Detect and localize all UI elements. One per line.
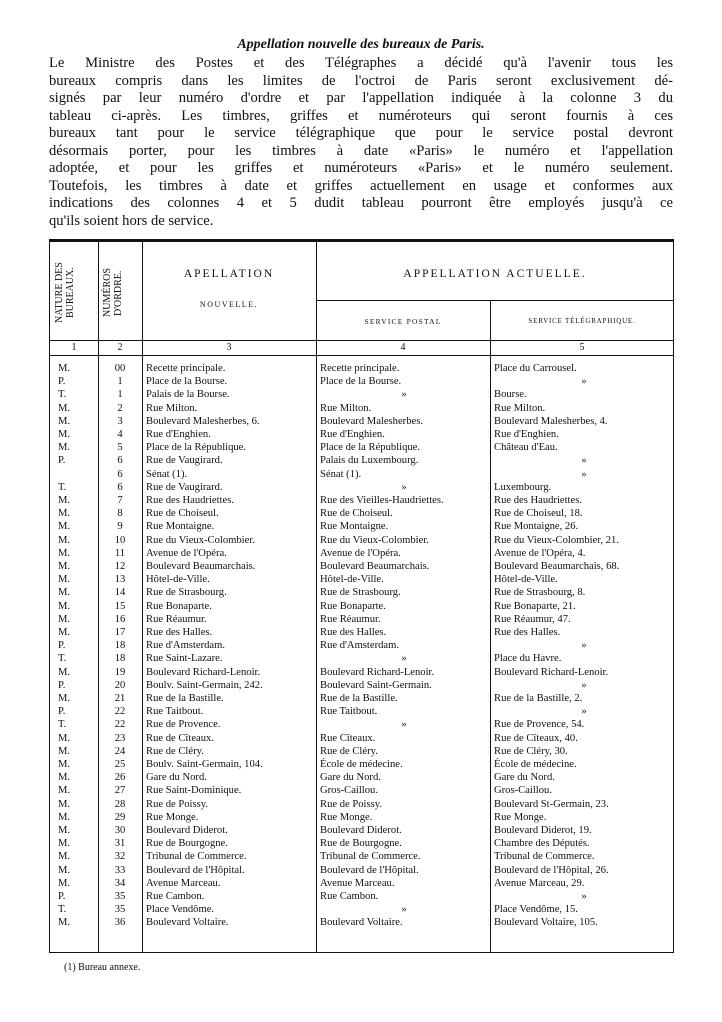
table-row — [50, 718, 673, 731]
cell-nouvelle: Tribunal de Commerce. — [146, 851, 247, 863]
cell-postal: Rue Réaumur. — [320, 613, 381, 625]
cell-postal: Rue de Cléry. — [320, 745, 378, 757]
cell-nouvelle: Rue de Provence. — [146, 719, 221, 731]
table-row — [50, 732, 673, 745]
cell-numero: 4 — [117, 429, 123, 440]
cell-numero: 33 — [114, 864, 126, 876]
cell-postal: Rue Bonaparte. — [320, 600, 386, 612]
cell-telegraphique: Rue de Provence, 54. — [494, 719, 585, 731]
cell-nouvelle: Boulevard Beaumarchais. — [146, 561, 256, 572]
cell-telegraphique: Rue des Haudriettes. — [494, 495, 582, 506]
cell-nouvelle: Rue Bonaparte. — [146, 600, 212, 612]
header-postal: SERVICE POSTAL — [364, 317, 442, 326]
intro-line: bureaux tant pour le service télégraphique que pour le service postal devront — [49, 125, 673, 141]
cell-nouvelle: Rue de Vaugirard. — [146, 455, 223, 467]
cell-nouvelle: Boulevard Voltaire. — [146, 917, 229, 929]
cell-nature: M. — [58, 429, 71, 440]
table-row — [50, 481, 673, 494]
cell-postal: Boulevard Malesherbes. — [320, 415, 423, 427]
cell-postal: Rue des Halles. — [320, 627, 387, 638]
table-row — [50, 534, 673, 547]
cell-postal: Rue du Vieux-Colombier. — [320, 534, 429, 546]
cell-nature: P. — [58, 376, 66, 388]
cell-telegraphique: Rue Monge. — [494, 811, 547, 823]
cell-numero: 3 — [117, 415, 123, 427]
cell-numero: 22 — [114, 706, 126, 718]
cell-nouvelle: Rue des Haudriettes. — [146, 495, 234, 506]
cell-nouvelle: Boulv. Saint-Germain, 104. — [146, 759, 263, 770]
table-row — [50, 375, 673, 388]
header-rule — [316, 300, 673, 301]
cell-telegraphique: » — [581, 706, 587, 718]
cell-nouvelle: Place de la Bourse. — [146, 376, 228, 388]
cell-telegraphique: Rue de Strasbourg, 8. — [494, 587, 586, 599]
cell-nouvelle: Gare du Nord. — [146, 772, 207, 784]
cell-postal: École de médecine. — [320, 759, 403, 770]
cell-nouvelle: Avenue de l'Opéra. — [146, 547, 227, 559]
cell-nature: M. — [58, 561, 71, 572]
cell-numero: 10 — [114, 534, 126, 546]
table-row — [50, 837, 673, 850]
cell-nature: M. — [58, 666, 71, 678]
cell-postal: Rue Monge. — [320, 811, 373, 823]
cell-postal: Palais du Luxembourg. — [320, 455, 419, 467]
header-apellation: APELLATION — [183, 268, 275, 280]
table-row — [50, 903, 673, 916]
cell-numero: 2 — [117, 402, 123, 414]
cell-numero: 18 — [114, 640, 126, 652]
table-row — [50, 560, 673, 573]
cell-postal: Avenue Marceau. — [320, 877, 395, 889]
cell-nature: T. — [58, 481, 67, 493]
cell-nouvelle: Rue de Bourgogne. — [146, 838, 228, 850]
table-row — [50, 692, 673, 705]
cell-postal: Recette principale. — [320, 363, 400, 374]
cell-numero: 8 — [117, 508, 123, 520]
cell-numero: 17 — [114, 627, 126, 638]
cell-nouvelle: Rue de Strasbourg. — [146, 587, 227, 599]
intro-line: désormais porter, pour les timbres à date «Paris» le numéro et l'appellation — [49, 142, 673, 159]
intro-line: qu'ils soient hors de service. — [49, 212, 214, 229]
cell-nature: M. — [58, 772, 71, 784]
cell-nouvelle: Rue Saint-Dominique. — [146, 785, 242, 797]
cell-telegraphique: Rue de la Bastille, 2. — [494, 693, 583, 704]
cell-numero: 32 — [114, 851, 126, 863]
col-number: 1 — [71, 342, 77, 353]
cell-numero: 7 — [117, 495, 123, 506]
intro-line: tableau ci-après. Les timbres, griffes et numéroteurs qui seront fournis à ces — [49, 107, 673, 124]
table-row — [50, 784, 673, 797]
cell-numero: 11 — [114, 547, 126, 559]
header-rule — [50, 340, 673, 341]
footnote: (1) Bureau annexe. — [64, 962, 141, 973]
cell-nature: M. — [58, 495, 71, 506]
page-title: Appellation nouvelle des bureaux de Paris. — [237, 37, 485, 52]
cell-postal: » — [401, 719, 407, 731]
cell-nouvelle: Rue Réaumur. — [146, 613, 207, 625]
cell-postal: Rue de Strasbourg. — [320, 587, 401, 599]
cell-nature: T. — [58, 719, 67, 731]
table-row — [50, 415, 673, 428]
cell-telegraphique: Rue Montaigne, 26. — [494, 521, 579, 533]
cell-nouvelle: Boulv. Saint-Germain, 242. — [146, 679, 263, 691]
cell-nature: M. — [58, 759, 71, 770]
cell-nature: M. — [58, 534, 71, 546]
cell-nouvelle: Rue Saint-Lazare. — [146, 653, 223, 665]
table-row — [50, 824, 673, 837]
cell-nature: M. — [58, 574, 71, 586]
cell-nature: T. — [58, 904, 67, 916]
table-row — [50, 666, 673, 679]
cell-telegraphique: Chambre des Députés. — [494, 838, 590, 850]
cell-nouvelle: Rue d'Amsterdam. — [146, 640, 225, 652]
cell-telegraphique: » — [581, 679, 587, 691]
cell-telegraphique: Bourse. — [494, 389, 527, 401]
intro-line: Toutefois, les timbres à date et griffes actuellement en usage et conformes aux — [49, 177, 673, 194]
cell-numero: 21 — [114, 693, 126, 704]
cell-nature: T. — [58, 653, 67, 665]
table-row — [50, 428, 673, 441]
header-telegraphique: SERVICE TÉLÉGRAPHIQUE. — [528, 317, 636, 325]
cell-nature: M. — [58, 600, 71, 612]
cell-telegraphique: Rue Réaumur, 47. — [494, 613, 571, 625]
cell-nouvelle: Rue Taitbout. — [146, 706, 204, 718]
cell-nouvelle: Boulevard Richard-Lenoir. — [146, 666, 261, 678]
cell-telegraphique: Rue Bonaparte, 21. — [494, 600, 576, 612]
cell-numero: 36 — [114, 917, 126, 929]
table-row — [50, 652, 673, 665]
cell-nature: P. — [58, 640, 66, 652]
cell-numero: 24 — [114, 745, 126, 757]
cell-postal: Place de la Bourse. — [320, 376, 402, 388]
cell-telegraphique: Luxembourg. — [494, 481, 552, 493]
cell-numero: 12 — [114, 561, 126, 572]
cell-telegraphique: » — [581, 468, 587, 480]
cell-postal: Hôtel-de-Ville. — [320, 574, 384, 586]
col-number: 5 — [579, 342, 585, 353]
table-row — [50, 362, 673, 375]
cell-nature: M. — [58, 587, 71, 599]
table-row — [50, 639, 673, 652]
intro-line: Le Ministre des Postes et des Télégraphes a décidé qu'à l'avenir tous les — [49, 55, 673, 71]
cell-nouvelle: Rue Cambon. — [146, 891, 205, 902]
cell-telegraphique: Rue de Cléry, 30. — [494, 745, 568, 757]
table-row — [50, 916, 673, 929]
cell-nature: M. — [58, 732, 71, 744]
cell-nouvelle: Palais de la Bourse. — [146, 389, 230, 401]
table-row — [50, 758, 673, 771]
cell-nature: M. — [58, 363, 71, 374]
cell-numero: 35 — [114, 891, 126, 902]
cell-numero: 1 — [117, 389, 123, 401]
header-nature: NATURE DES BUREAUX. — [54, 262, 76, 324]
cell-numero: 16 — [114, 613, 126, 625]
cell-numero: 15 — [114, 600, 126, 612]
cell-nouvelle: Rue Montaigne. — [146, 521, 215, 533]
table-row — [50, 811, 673, 824]
cell-nouvelle: Rue Monge. — [146, 811, 199, 823]
cell-nouvelle: Rue de Cîteaux. — [146, 732, 214, 744]
cell-postal: Rue des Vieilles-Haudriettes. — [320, 495, 444, 506]
cell-postal: Rue Cîteaux. — [320, 732, 376, 744]
cell-nouvelle: Boulevard de l'Hôpital. — [146, 864, 245, 876]
cell-nature: P. — [58, 455, 66, 467]
cell-telegraphique: Rue du Vieux-Colombier, 21. — [494, 534, 619, 546]
cell-telegraphique: » — [581, 891, 587, 902]
cell-numero: 27 — [114, 785, 126, 797]
table-row — [50, 613, 673, 626]
cell-postal: Place de la République. — [320, 442, 421, 454]
cell-numero: 6 — [117, 468, 123, 480]
table-row — [50, 679, 673, 692]
cell-nature: T. — [58, 389, 67, 401]
cell-telegraphique: » — [581, 455, 587, 467]
cell-numero: 18 — [114, 653, 126, 665]
cell-telegraphique: Boulevard Richard-Lenoir. — [494, 666, 609, 678]
cell-nouvelle: Rue de Cléry. — [146, 745, 204, 757]
cell-telegraphique: Rue d'Enghien. — [494, 429, 559, 440]
cell-nouvelle: Rue des Halles. — [146, 627, 213, 638]
cell-nature: M. — [58, 521, 71, 533]
cell-postal: Sénat (1). — [320, 468, 362, 480]
cell-nouvelle: Rue Milton. — [146, 402, 198, 414]
cell-postal: Gros-Caillou. — [320, 785, 378, 797]
table-row — [50, 468, 673, 481]
cell-nature: M. — [58, 877, 71, 889]
cell-postal: Boulevard Saint-Germain. — [320, 679, 432, 691]
cell-numero: 9 — [117, 521, 123, 533]
cell-numero: 14 — [114, 587, 126, 599]
cell-postal: Tribunal de Commerce. — [320, 851, 421, 863]
cell-telegraphique: » — [581, 640, 587, 652]
table-row — [50, 850, 673, 863]
cell-postal: Avenue de l'Opéra. — [320, 547, 401, 559]
cell-numero: 00 — [114, 363, 126, 374]
cell-nature: M. — [58, 693, 71, 704]
cell-nature: M. — [58, 838, 71, 850]
cell-nouvelle: Sénat (1). — [146, 468, 188, 480]
cell-nature: M. — [58, 917, 71, 929]
cell-postal: Rue d'Enghien. — [320, 429, 385, 440]
cell-numero: 26 — [114, 772, 126, 784]
col-number: 2 — [117, 342, 123, 353]
cell-postal: » — [401, 481, 407, 493]
header-actuelle: APPELLATION ACTUELLE. — [403, 268, 587, 280]
cell-telegraphique: Château d'Eau. — [494, 442, 558, 454]
table-row — [50, 520, 673, 533]
cell-telegraphique: Hôtel-de-Ville. — [494, 574, 558, 586]
cell-postal: Boulevard Beaumarchais. — [320, 561, 430, 572]
cell-numero: 13 — [114, 574, 126, 586]
cell-postal: » — [401, 904, 407, 916]
cell-nature: M. — [58, 627, 71, 638]
cell-postal: Rue Milton. — [320, 402, 372, 414]
cell-numero: 6 — [117, 481, 123, 493]
cell-postal: Rue de Poissy. — [320, 798, 382, 810]
cell-telegraphique: Place du Havre. — [494, 653, 562, 665]
table-row — [50, 600, 673, 613]
cell-nouvelle: Rue d'Enghien. — [146, 429, 211, 440]
col-number: 3 — [226, 342, 232, 353]
cell-telegraphique: Tribunal de Commerce. — [494, 851, 595, 863]
cell-nature: M. — [58, 547, 71, 559]
cell-nature: M. — [58, 825, 71, 836]
cell-nature: M. — [58, 415, 71, 427]
cell-telegraphique: École de médecine. — [494, 759, 577, 770]
cell-numero: 5 — [117, 442, 123, 454]
table-row — [50, 877, 673, 890]
cell-postal: Rue de la Bastille. — [320, 693, 398, 704]
cell-numero: 6 — [117, 455, 123, 467]
table-row — [50, 388, 673, 401]
intro-line: signés par leur numéro d'ordre et par l'appellation indiquée à la colonne 3 du — [49, 90, 673, 106]
cell-numero: 25 — [114, 759, 126, 770]
cell-nature: M. — [58, 442, 71, 454]
cell-nature: P. — [58, 706, 66, 718]
cell-postal: Gare du Nord. — [320, 772, 381, 784]
cell-numero: 28 — [114, 798, 126, 810]
cell-nouvelle: Rue de la Bastille. — [146, 693, 224, 704]
cell-nouvelle: Boulevard Malesherbes, 6. — [146, 415, 260, 427]
cell-nature: P. — [58, 679, 66, 691]
table-row — [50, 771, 673, 784]
cell-nature: M. — [58, 745, 71, 757]
cell-nouvelle: Rue de Vaugirard. — [146, 481, 223, 493]
cell-telegraphique: Avenue de l'Opéra, 4. — [494, 547, 586, 559]
cell-postal: Rue de Choiseul. — [320, 508, 393, 520]
cell-nouvelle: Rue de Choiseul. — [146, 508, 219, 520]
intro-paragraph — [49, 55, 673, 230]
cell-nature: M. — [58, 508, 71, 520]
cell-telegraphique: Gros-Caillou. — [494, 785, 552, 797]
cell-nouvelle: Place de la République. — [146, 442, 247, 454]
table-row — [50, 798, 673, 811]
intro-line: bureaux compris dans les limites de l'octroi de Paris seront exclusivement dé- — [49, 72, 673, 89]
cell-nature: P. — [58, 891, 66, 902]
cell-numero: 22 — [114, 719, 126, 731]
cell-telegraphique: » — [581, 376, 587, 388]
table-row — [50, 454, 673, 467]
cell-telegraphique: Boulevard Beaumarchais, 68. — [494, 561, 620, 572]
cell-numero: 19 — [114, 666, 126, 678]
cell-postal: Rue d'Amsterdam. — [320, 640, 399, 652]
cell-numero: 23 — [114, 732, 126, 744]
col-number: 4 — [400, 342, 406, 353]
cell-telegraphique: Place du Carrousel. — [494, 363, 577, 374]
cell-telegraphique: Boulevard Voltaire, 105. — [494, 917, 598, 929]
header-nouvelle: NOUVELLE. — [199, 300, 259, 309]
cell-numero: 1 — [117, 376, 123, 388]
table-row — [50, 441, 673, 454]
cell-telegraphique: Gare du Nord. — [494, 772, 555, 784]
cell-nature: M. — [58, 798, 71, 810]
table-row — [50, 547, 673, 560]
cell-nature: M. — [58, 402, 71, 414]
cell-nature: M. — [58, 613, 71, 625]
cell-postal: Rue Montaigne. — [320, 521, 389, 533]
cell-postal: Rue Taitbout. — [320, 706, 378, 718]
header-numeros: NUMÉROS D'ORDRE. — [102, 268, 124, 318]
cell-nature: M. — [58, 785, 71, 797]
cell-postal: Boulevard Diderot. — [320, 825, 402, 836]
cell-telegraphique: Boulevard Malesherbes, 4. — [494, 415, 608, 427]
cell-postal: Boulevard de l'Hôpital. — [320, 864, 419, 876]
offices-table — [49, 239, 674, 953]
cell-postal: Rue Cambon. — [320, 891, 379, 902]
table-row — [50, 586, 673, 599]
cell-nature: M. — [58, 864, 71, 876]
cell-postal: » — [401, 653, 407, 665]
table-row — [50, 745, 673, 758]
table-row — [50, 864, 673, 877]
cell-telegraphique: Rue Milton. — [494, 402, 546, 414]
cell-telegraphique: Place Vendôme, 15. — [494, 904, 578, 916]
intro-line: indications des colonnes 4 et 5 dudit tableau pourront être employés jusqu'à ce — [49, 195, 673, 211]
cell-nouvelle: Avenue Marceau. — [146, 877, 221, 889]
cell-numero: 29 — [114, 811, 126, 823]
cell-telegraphique: Boulevard St-Germain, 23. — [494, 798, 609, 810]
cell-nouvelle: Recette principale. — [146, 363, 226, 374]
table-row — [50, 890, 673, 903]
table-row — [50, 705, 673, 718]
cell-nouvelle: Rue du Vieux-Colombier. — [146, 534, 255, 546]
cell-telegraphique: Avenue Marceau, 29. — [494, 877, 585, 889]
cell-postal: » — [401, 389, 407, 401]
cell-postal: Rue de Bourgogne. — [320, 838, 402, 850]
cell-postal: Boulevard Voltaire. — [320, 917, 403, 929]
cell-telegraphique: Boulevard de l'Hôpital, 26. — [494, 864, 609, 876]
cell-telegraphique: Rue des Halles. — [494, 627, 561, 638]
cell-numero: 35 — [114, 904, 126, 916]
cell-numero: 30 — [114, 825, 126, 836]
cell-numero: 34 — [114, 877, 126, 889]
cell-postal: Boulevard Richard-Lenoir. — [320, 666, 435, 678]
cell-telegraphique: Boulevard Diderot, 19. — [494, 825, 592, 836]
cell-nature: M. — [58, 811, 71, 823]
table-row — [50, 573, 673, 586]
cell-nouvelle: Boulevard Diderot. — [146, 825, 228, 836]
cell-nouvelle: Rue de Poissy. — [146, 798, 208, 810]
cell-telegraphique: Rue de Choiseul, 18. — [494, 508, 583, 520]
cell-nouvelle: Hôtel-de-Ville. — [146, 574, 210, 586]
cell-nature: M. — [58, 851, 71, 863]
table-row — [50, 402, 673, 415]
cell-nouvelle: Place Vendôme. — [146, 904, 215, 916]
intro-line: adoptée, et pour les griffes et numéroteurs «Paris» et le numéro seulement. — [49, 160, 673, 176]
table-row — [50, 626, 673, 639]
cell-telegraphique: Rue de Cîteaux, 40. — [494, 732, 578, 744]
table-row — [50, 507, 673, 520]
table-row — [50, 494, 673, 507]
cell-numero: 31 — [114, 838, 126, 850]
header-rule — [50, 355, 673, 356]
cell-numero: 20 — [114, 679, 126, 691]
